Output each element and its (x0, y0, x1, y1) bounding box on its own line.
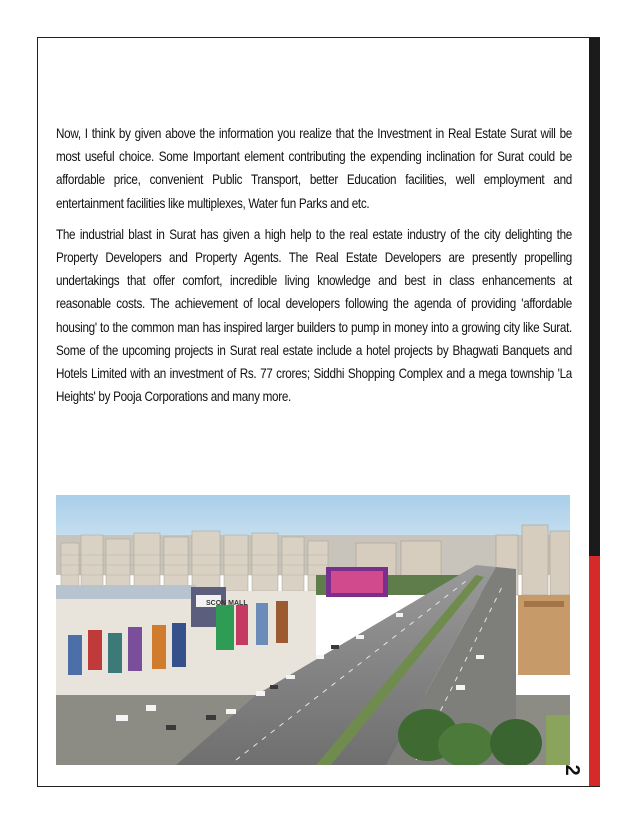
body-text (56, 122, 572, 416)
paragraph-2: The industrial blast in Surat has given a high help to the real estate industry of the city delighting the Property Developers and Property Agents. The Real Estate Developers are presently propelling undertakings that offer comfort, incredible living knowledge and best in class enhancements at reasonable costs. The achievement of local developers following the agenda of providing 'affordable housing' to the common man has inspired larger builders to pump in money into a growing city like Surat. Some of the upcoming projects in Surat real estate include a hotel projects by Bhagwati Banquets and Hotels Limited with an investment of Rs. 77 crores; Siddhi Shopping Complex and a mega township 'La Heights' by Pooja Corporations and many more. (56, 226, 572, 405)
city-photo (56, 495, 570, 765)
mall-sign: SCON MALL (206, 600, 248, 607)
page-number: 2 (561, 764, 583, 776)
side-bar-dark (589, 38, 600, 556)
paragraph-1: Now, I think by given above the information you realize that the Investment in Real Estate Surat will be most useful choice. Some Important element contributing the expending inclination for Surat could be affordable price, convenient Public Transport, better Education facilities, well employment and entertainment facilities like multiplexes, Water fun Parks and etc. (56, 126, 572, 211)
side-bar-accent (589, 556, 600, 786)
